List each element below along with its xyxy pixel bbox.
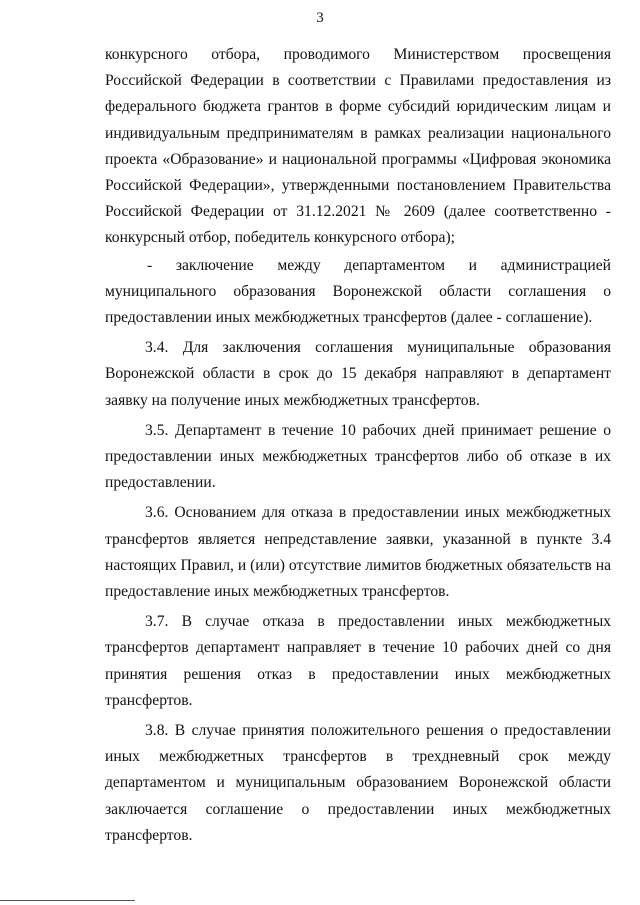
document-body (105, 42, 611, 852)
paragraph-item-3-7: 3.7. В случае отказа в предоставлении иных межбюджетных трансфертов департамент направляет в течение 10 рабочих дней со дня принятия решения отказ в предоставлении иных межбюджетных трансфертов. (105, 613, 611, 709)
paragraph-item-3-5: 3.5. Департамент в течение 10 рабочих дней принимает решение о предоставлении иных межбюджетных трансфертов либо об отказе в их предоставлении. (105, 421, 611, 492)
footer-rule (0, 900, 135, 901)
paragraph-continuation: конкурсного отбора, проводимого Министерством просвещения Российской Федерации в соответствии с Правилами предоставления из федерального бюджета грантов в форме субсидий юридическим лицам и индивидуальным предпринимателям в рамках реализации национального проекта «Образование» и национальной программы «Цифровая экономика Российской Федерации», утвержденными постановлением Правительства Российской Федерации от 31.12.2021 № 2609 (далее соответственно - конкурсный отбор, победитель конкурсного отбора); (105, 46, 611, 247)
paragraph-item-3-8: 3.8. В случае принятия положительного решения о предоставлении иных межбюджетных трансфертов в трехдневный срок между департаментом и муниципальным образованием Воронежской области заключается соглашение о предоставлении иных межбюджетных трансфертов. (105, 722, 611, 844)
paragraph-item-3-4: 3.4. Для заключения соглашения муниципальные образования Воронежской области в срок до 15 декабря направляют в департамент заявку на получение иных межбюджетных трансфертов. (105, 339, 611, 409)
page-number: 3 (316, 10, 324, 26)
paragraph-item-3-6: 3.6. Основанием для отказа в предоставлении иных межбюджетных трансфертов является непредставление заявки, указанной в пункте 3.4 настоящих Правил, и (или) отсутствие лимитов бюджетных обязательств на предоставление иных межбюджетных трансфертов. (105, 504, 611, 601)
paragraph-dash-item: - заключение между департаментом и администрацией муниципального образования Воронежской области соглашения о предоставлении иных межбюджетных трансфертов (далее - соглашение). (105, 256, 611, 327)
